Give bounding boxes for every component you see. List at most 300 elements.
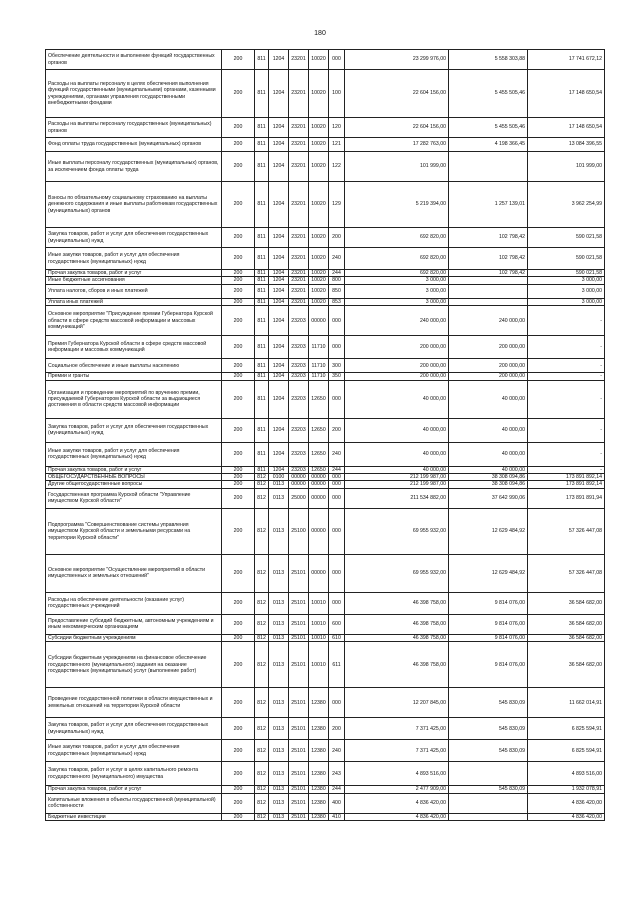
program-code: 23203 bbox=[289, 373, 309, 380]
approved-amount: 22 604 156,00 bbox=[345, 70, 449, 118]
section-code: 1204 bbox=[269, 70, 289, 118]
expense-type-code: 000 bbox=[329, 336, 345, 359]
admin-code: 812 bbox=[255, 793, 269, 813]
approved-amount: 40 000,00 bbox=[345, 380, 449, 418]
admin-code: 812 bbox=[255, 488, 269, 508]
approved-amount: 69 955 932,00 bbox=[345, 554, 449, 592]
executed-amount: 5 455 505,46 bbox=[449, 70, 528, 118]
approved-amount: 4 893 516,00 bbox=[345, 762, 449, 786]
expense-type-code: 243 bbox=[329, 762, 345, 786]
section-code: 0113 bbox=[269, 793, 289, 813]
approved-amount: 69 955 932,00 bbox=[345, 508, 449, 554]
row-name: Другие общегосударственные вопросы bbox=[46, 481, 222, 488]
unexecuted-amount: 3 000,00 bbox=[528, 298, 605, 305]
direction-code: 00000 bbox=[309, 306, 329, 336]
direction-code: 10020 bbox=[309, 277, 329, 284]
executed-amount: 38 308 094,86 bbox=[449, 481, 528, 488]
unexecuted-amount: 57 326 447,08 bbox=[528, 554, 605, 592]
row-name: Расходы на обеспечение деятельности (оказание услуг) государственных учреждений bbox=[46, 592, 222, 614]
direction-code: 00000 bbox=[309, 554, 329, 592]
expense-type-code: 850 bbox=[329, 284, 345, 298]
section-code: 1204 bbox=[269, 442, 289, 466]
section-code: 0113 bbox=[269, 740, 289, 762]
admin-code: 811 bbox=[255, 182, 269, 228]
executed-amount bbox=[449, 793, 528, 813]
unexecuted-amount: - bbox=[528, 466, 605, 473]
program-code: 25101 bbox=[289, 793, 309, 813]
approved-amount: 12 207 845,00 bbox=[345, 688, 449, 718]
program-code: 25100 bbox=[289, 508, 309, 554]
section-code: 0113 bbox=[269, 554, 289, 592]
approved-amount: 46 398 758,00 bbox=[345, 634, 449, 641]
line-code: 200 bbox=[222, 762, 255, 786]
table-row bbox=[46, 793, 605, 813]
admin-code: 812 bbox=[255, 634, 269, 641]
line-code: 200 bbox=[222, 718, 255, 740]
line-code: 200 bbox=[222, 592, 255, 614]
unexecuted-amount: 1 932 078,91 bbox=[528, 786, 605, 793]
executed-amount: 37 642 990,06 bbox=[449, 488, 528, 508]
unexecuted-amount: - bbox=[528, 306, 605, 336]
unexecuted-amount: 590 021,58 bbox=[528, 228, 605, 248]
executed-amount: 9 814 076,00 bbox=[449, 592, 528, 614]
line-code: 200 bbox=[222, 277, 255, 284]
row-name: Иные закупки товаров, работ и услуг для обеспечения государственных (муниципальных) нужд bbox=[46, 740, 222, 762]
section-code: 1204 bbox=[269, 418, 289, 442]
program-code: 25101 bbox=[289, 740, 309, 762]
direction-code: 12380 bbox=[309, 688, 329, 718]
direction-code: 12650 bbox=[309, 466, 329, 473]
row-name: Прочая закупка товаров, работ и услуг bbox=[46, 270, 222, 277]
row-name: Социальное обеспечение и иные выплаты населению bbox=[46, 359, 222, 373]
direction-code: 11710 bbox=[309, 359, 329, 373]
expense-type-code: 240 bbox=[329, 248, 345, 270]
admin-code: 811 bbox=[255, 284, 269, 298]
expense-type-code: 122 bbox=[329, 152, 345, 182]
program-code: 25101 bbox=[289, 786, 309, 793]
row-name: Премия Губернатора Курской области в сфере средств массовой информации и массовых коммуникаций bbox=[46, 336, 222, 359]
line-code: 200 bbox=[222, 488, 255, 508]
direction-code: 12650 bbox=[309, 380, 329, 418]
direction-code: 10020 bbox=[309, 70, 329, 118]
table-row bbox=[46, 466, 605, 473]
program-code: 23201 bbox=[289, 118, 309, 138]
page-number: 180 bbox=[314, 30, 326, 37]
row-name: ОБЩЕГОСУДАРСТВЕННЫЕ ВОПРОСЫ bbox=[46, 474, 222, 481]
executed-amount: 5 558 303,88 bbox=[449, 50, 528, 70]
program-code: 00000 bbox=[289, 481, 309, 488]
table-row bbox=[46, 306, 605, 336]
program-code: 23201 bbox=[289, 248, 309, 270]
unexecuted-amount: 36 584 682,00 bbox=[528, 642, 605, 688]
approved-amount: 7 371 425,00 bbox=[345, 740, 449, 762]
row-name: Субсидии бюджетным учреждениям bbox=[46, 634, 222, 641]
admin-code: 812 bbox=[255, 474, 269, 481]
expense-type-code: 129 bbox=[329, 182, 345, 228]
row-name: Взносы по обязательному социальному страхованию на выплаты денежного содержания и иные выплаты работникам государственных (муниципальных) органов bbox=[46, 182, 222, 228]
expense-type-code: 600 bbox=[329, 614, 345, 634]
section-code: 1204 bbox=[269, 138, 289, 152]
row-name: Иные закупки товаров, работ и услуг для обеспечения государственных (муниципальных) нужд bbox=[46, 442, 222, 466]
expense-type-code: 853 bbox=[329, 298, 345, 305]
admin-code: 811 bbox=[255, 306, 269, 336]
table-row bbox=[46, 248, 605, 270]
row-name: Субсидии бюджетным учреждениям на финансовое обеспечение государственного (муниципального) задания на оказание государственных (муниципальных) услуг (выполнение работ) bbox=[46, 642, 222, 688]
expense-type-code: 000 bbox=[329, 306, 345, 336]
unexecuted-amount: 101 999,00 bbox=[528, 152, 605, 182]
section-code: 0113 bbox=[269, 688, 289, 718]
program-code: 23203 bbox=[289, 336, 309, 359]
expense-type-code: 240 bbox=[329, 740, 345, 762]
line-code: 200 bbox=[222, 138, 255, 152]
line-code: 200 bbox=[222, 418, 255, 442]
table-row bbox=[46, 813, 605, 820]
program-code: 25101 bbox=[289, 642, 309, 688]
line-code: 200 bbox=[222, 373, 255, 380]
row-name: Прочая закупка товаров, работ и услуг bbox=[46, 466, 222, 473]
admin-code: 812 bbox=[255, 554, 269, 592]
executed-amount: 545 830,09 bbox=[449, 786, 528, 793]
table-row bbox=[46, 118, 605, 138]
section-code: 1204 bbox=[269, 380, 289, 418]
unexecuted-amount: 173 891 892,14 bbox=[528, 474, 605, 481]
program-code: 23201 bbox=[289, 270, 309, 277]
unexecuted-amount: 173 891 892,14 bbox=[528, 481, 605, 488]
section-code: 1204 bbox=[269, 118, 289, 138]
program-code: 25101 bbox=[289, 813, 309, 820]
expense-type-code: 610 bbox=[329, 634, 345, 641]
admin-code: 811 bbox=[255, 138, 269, 152]
expense-type-code: 300 bbox=[329, 359, 345, 373]
line-code: 200 bbox=[222, 442, 255, 466]
approved-amount: 200 000,00 bbox=[345, 373, 449, 380]
program-code: 25101 bbox=[289, 554, 309, 592]
approved-amount: 211 534 882,00 bbox=[345, 488, 449, 508]
row-name: Иные закупки товаров, работ и услуг для обеспечения государственных (муниципальных) нужд bbox=[46, 248, 222, 270]
section-code: 0113 bbox=[269, 592, 289, 614]
direction-code: 00000 bbox=[309, 488, 329, 508]
expense-type-code: 121 bbox=[329, 138, 345, 152]
section-code: 0113 bbox=[269, 762, 289, 786]
section-code: 0113 bbox=[269, 813, 289, 820]
executed-amount: 4 198 366,45 bbox=[449, 138, 528, 152]
direction-code: 10020 bbox=[309, 152, 329, 182]
unexecuted-amount: 17 741 672,12 bbox=[528, 50, 605, 70]
row-name: Закупка товаров, работ и услуг в целях капитального ремонта государственного (муниципального) имущества bbox=[46, 762, 222, 786]
expense-type-code: 000 bbox=[329, 50, 345, 70]
program-code: 25101 bbox=[289, 634, 309, 641]
row-name: Иные бюджетные ассигнования bbox=[46, 277, 222, 284]
program-code: 23201 bbox=[289, 70, 309, 118]
expense-type-code: 244 bbox=[329, 786, 345, 793]
direction-code: 10010 bbox=[309, 592, 329, 614]
section-code: 1204 bbox=[269, 306, 289, 336]
direction-code: 11710 bbox=[309, 336, 329, 359]
section-code: 1204 bbox=[269, 359, 289, 373]
row-name: Подпрограмма "Совершенствование системы управления имуществом Курской области и земельными ресурсами на территории Курской области" bbox=[46, 508, 222, 554]
section-code: 1204 bbox=[269, 152, 289, 182]
unexecuted-amount: 590 021,58 bbox=[528, 270, 605, 277]
program-code: 00000 bbox=[289, 474, 309, 481]
line-code: 200 bbox=[222, 508, 255, 554]
admin-code: 811 bbox=[255, 442, 269, 466]
program-code: 23203 bbox=[289, 306, 309, 336]
expense-type-code: 800 bbox=[329, 277, 345, 284]
direction-code: 10020 bbox=[309, 182, 329, 228]
section-code: 1204 bbox=[269, 466, 289, 473]
approved-amount: 22 604 156,00 bbox=[345, 118, 449, 138]
section-code: 0113 bbox=[269, 786, 289, 793]
expense-type-code: 000 bbox=[329, 508, 345, 554]
program-code: 23203 bbox=[289, 380, 309, 418]
table-row bbox=[46, 508, 605, 554]
executed-amount bbox=[449, 813, 528, 820]
program-code: 25101 bbox=[289, 592, 309, 614]
admin-code: 812 bbox=[255, 718, 269, 740]
direction-code: 12650 bbox=[309, 442, 329, 466]
approved-amount: 200 000,00 bbox=[345, 336, 449, 359]
admin-code: 811 bbox=[255, 228, 269, 248]
approved-amount: 3 000,00 bbox=[345, 284, 449, 298]
admin-code: 812 bbox=[255, 786, 269, 793]
unexecuted-amount: 13 084 396,55 bbox=[528, 138, 605, 152]
expense-type-code: 000 bbox=[329, 554, 345, 592]
table-row bbox=[46, 614, 605, 634]
admin-code: 811 bbox=[255, 277, 269, 284]
executed-amount: 12 629 484,92 bbox=[449, 508, 528, 554]
approved-amount: 17 282 763,00 bbox=[345, 138, 449, 152]
executed-amount: 200 000,00 bbox=[449, 359, 528, 373]
direction-code: 12380 bbox=[309, 718, 329, 740]
admin-code: 811 bbox=[255, 152, 269, 182]
section-code: 1204 bbox=[269, 248, 289, 270]
row-name: Расходы на выплаты персоналу государственных (муниципальных) органов bbox=[46, 118, 222, 138]
row-name: Фонд оплаты труда государственных (муниципальных) органов bbox=[46, 138, 222, 152]
admin-code: 811 bbox=[255, 50, 269, 70]
program-code: 23201 bbox=[289, 50, 309, 70]
line-code: 200 bbox=[222, 481, 255, 488]
table-row bbox=[46, 474, 605, 481]
expense-type-code: 350 bbox=[329, 373, 345, 380]
section-code: 1204 bbox=[269, 270, 289, 277]
table-row bbox=[46, 642, 605, 688]
table-row bbox=[46, 277, 605, 284]
expense-type-code: 120 bbox=[329, 118, 345, 138]
executed-amount: 545 830,09 bbox=[449, 688, 528, 718]
admin-code: 811 bbox=[255, 373, 269, 380]
section-code: 0113 bbox=[269, 488, 289, 508]
line-code: 200 bbox=[222, 786, 255, 793]
approved-amount: 40 000,00 bbox=[345, 418, 449, 442]
program-code: 25101 bbox=[289, 762, 309, 786]
row-name: Уплата налогов, сборов и иных платежей bbox=[46, 284, 222, 298]
section-code: 1204 bbox=[269, 228, 289, 248]
direction-code: 10010 bbox=[309, 642, 329, 688]
expense-type-code: 000 bbox=[329, 488, 345, 508]
executed-amount bbox=[449, 277, 528, 284]
executed-amount: 9 814 076,00 bbox=[449, 642, 528, 688]
line-code: 200 bbox=[222, 284, 255, 298]
row-name: Государственная программа Курской области "Управление имуществом Курской области" bbox=[46, 488, 222, 508]
table-row bbox=[46, 380, 605, 418]
direction-code: 12380 bbox=[309, 793, 329, 813]
approved-amount: 46 398 758,00 bbox=[345, 592, 449, 614]
expense-type-code: 240 bbox=[329, 442, 345, 466]
executed-amount: 1 257 139,01 bbox=[449, 182, 528, 228]
approved-amount: 692 820,00 bbox=[345, 248, 449, 270]
unexecuted-amount: - bbox=[528, 373, 605, 380]
section-code: 0113 bbox=[269, 614, 289, 634]
table-row bbox=[46, 70, 605, 118]
admin-code: 811 bbox=[255, 298, 269, 305]
program-code: 23201 bbox=[289, 277, 309, 284]
admin-code: 812 bbox=[255, 813, 269, 820]
row-name: Бюджетные инвестиции bbox=[46, 813, 222, 820]
program-code: 23201 bbox=[289, 284, 309, 298]
table-row bbox=[46, 481, 605, 488]
direction-code: 10020 bbox=[309, 298, 329, 305]
admin-code: 811 bbox=[255, 248, 269, 270]
row-name: Основное мероприятие "Осуществление мероприятий в области имущественных и земельных отношений" bbox=[46, 554, 222, 592]
unexecuted-amount: 3 000,00 bbox=[528, 277, 605, 284]
executed-amount: 9 814 076,00 bbox=[449, 634, 528, 641]
executed-amount: 102 798,42 bbox=[449, 248, 528, 270]
section-code: 1204 bbox=[269, 373, 289, 380]
admin-code: 812 bbox=[255, 642, 269, 688]
executed-amount: 240 000,00 bbox=[449, 306, 528, 336]
approved-amount: 692 820,00 bbox=[345, 270, 449, 277]
executed-amount: 40 000,00 bbox=[449, 380, 528, 418]
unexecuted-amount: 36 584 682,00 bbox=[528, 614, 605, 634]
row-name: Закупка товаров, работ и услуг для обеспечения государственных (муниципальных) нужд bbox=[46, 228, 222, 248]
row-name: Прочая закупка товаров, работ и услуг bbox=[46, 786, 222, 793]
section-code: 0100 bbox=[269, 474, 289, 481]
unexecuted-amount: 57 326 447,08 bbox=[528, 508, 605, 554]
unexecuted-amount: - bbox=[528, 418, 605, 442]
table-body bbox=[46, 50, 605, 821]
unexecuted-amount: 17 148 650,54 bbox=[528, 70, 605, 118]
direction-code: 10020 bbox=[309, 138, 329, 152]
admin-code: 811 bbox=[255, 466, 269, 473]
line-code: 200 bbox=[222, 614, 255, 634]
approved-amount: 40 000,00 bbox=[345, 442, 449, 466]
table-row bbox=[46, 152, 605, 182]
unexecuted-amount: 36 584 682,00 bbox=[528, 634, 605, 641]
approved-amount: 3 000,00 bbox=[345, 298, 449, 305]
admin-code: 812 bbox=[255, 481, 269, 488]
line-code: 200 bbox=[222, 380, 255, 418]
expense-type-code: 100 bbox=[329, 70, 345, 118]
direction-code: 00000 bbox=[309, 474, 329, 481]
executed-amount: 40 000,00 bbox=[449, 442, 528, 466]
direction-code: 10020 bbox=[309, 248, 329, 270]
unexecuted-amount: 6 825 594,91 bbox=[528, 740, 605, 762]
expense-type-code: 000 bbox=[329, 481, 345, 488]
direction-code: 12380 bbox=[309, 813, 329, 820]
section-code: 1204 bbox=[269, 298, 289, 305]
table-row bbox=[46, 442, 605, 466]
unexecuted-amount: 173 891 891,94 bbox=[528, 488, 605, 508]
expense-type-code: 400 bbox=[329, 793, 345, 813]
line-code: 200 bbox=[222, 298, 255, 305]
row-name: Премии и гранты bbox=[46, 373, 222, 380]
approved-amount: 5 219 394,00 bbox=[345, 182, 449, 228]
section-code: 0113 bbox=[269, 642, 289, 688]
table-row bbox=[46, 592, 605, 614]
table-row bbox=[46, 488, 605, 508]
program-code: 23203 bbox=[289, 359, 309, 373]
approved-amount: 46 398 758,00 bbox=[345, 614, 449, 634]
unexecuted-amount: 11 662 014,91 bbox=[528, 688, 605, 718]
direction-code: 00000 bbox=[309, 508, 329, 554]
section-code: 1204 bbox=[269, 284, 289, 298]
table-row bbox=[46, 182, 605, 228]
approved-amount: 40 000,00 bbox=[345, 466, 449, 473]
executed-amount bbox=[449, 284, 528, 298]
admin-code: 811 bbox=[255, 118, 269, 138]
program-code: 23203 bbox=[289, 466, 309, 473]
direction-code: 00000 bbox=[309, 481, 329, 488]
row-name: Закупка товаров, работ и услуг для обеспечения государственных (муниципальных) нужд bbox=[46, 418, 222, 442]
table-row bbox=[46, 373, 605, 380]
table-row bbox=[46, 298, 605, 305]
table-row bbox=[46, 418, 605, 442]
executed-amount: 5 455 505,46 bbox=[449, 118, 528, 138]
executed-amount bbox=[449, 762, 528, 786]
direction-code: 12650 bbox=[309, 418, 329, 442]
expense-type-code: 000 bbox=[329, 592, 345, 614]
table-row bbox=[46, 284, 605, 298]
admin-code: 811 bbox=[255, 418, 269, 442]
executed-amount: 38 308 094,86 bbox=[449, 474, 528, 481]
line-code: 200 bbox=[222, 642, 255, 688]
unexecuted-amount: 4 836 420,00 bbox=[528, 793, 605, 813]
approved-amount: 46 398 758,00 bbox=[345, 642, 449, 688]
expense-type-code: 244 bbox=[329, 466, 345, 473]
line-code: 200 bbox=[222, 70, 255, 118]
admin-code: 812 bbox=[255, 592, 269, 614]
approved-amount: 212 199 987,00 bbox=[345, 481, 449, 488]
row-name: Основное мероприятие "Присуждение премии Губернатора Курской области в сфере средств массовой информации и массовых коммуникаций" bbox=[46, 306, 222, 336]
row-name: Предоставление субсидий бюджетным, автономным учреждениям и иным некоммерческим организациям bbox=[46, 614, 222, 634]
line-code: 200 bbox=[222, 474, 255, 481]
program-code: 25000 bbox=[289, 488, 309, 508]
section-code: 0113 bbox=[269, 508, 289, 554]
approved-amount: 101 999,00 bbox=[345, 152, 449, 182]
expense-type-code: 200 bbox=[329, 418, 345, 442]
approved-amount: 23 299 976,00 bbox=[345, 50, 449, 70]
admin-code: 812 bbox=[255, 740, 269, 762]
executed-amount: 102 798,42 bbox=[449, 228, 528, 248]
program-code: 23201 bbox=[289, 182, 309, 228]
program-code: 23203 bbox=[289, 418, 309, 442]
executed-amount: 200 000,00 bbox=[449, 373, 528, 380]
approved-amount: 3 000,00 bbox=[345, 277, 449, 284]
table-row bbox=[46, 718, 605, 740]
approved-amount: 2 477 909,00 bbox=[345, 786, 449, 793]
executed-amount: 200 000,00 bbox=[449, 336, 528, 359]
line-code: 200 bbox=[222, 793, 255, 813]
direction-code: 10020 bbox=[309, 50, 329, 70]
expense-type-code: 000 bbox=[329, 688, 345, 718]
line-code: 200 bbox=[222, 740, 255, 762]
program-code: 25101 bbox=[289, 718, 309, 740]
unexecuted-amount: - bbox=[528, 380, 605, 418]
direction-code: 10020 bbox=[309, 118, 329, 138]
admin-code: 811 bbox=[255, 336, 269, 359]
line-code: 200 bbox=[222, 182, 255, 228]
direction-code: 10020 bbox=[309, 284, 329, 298]
